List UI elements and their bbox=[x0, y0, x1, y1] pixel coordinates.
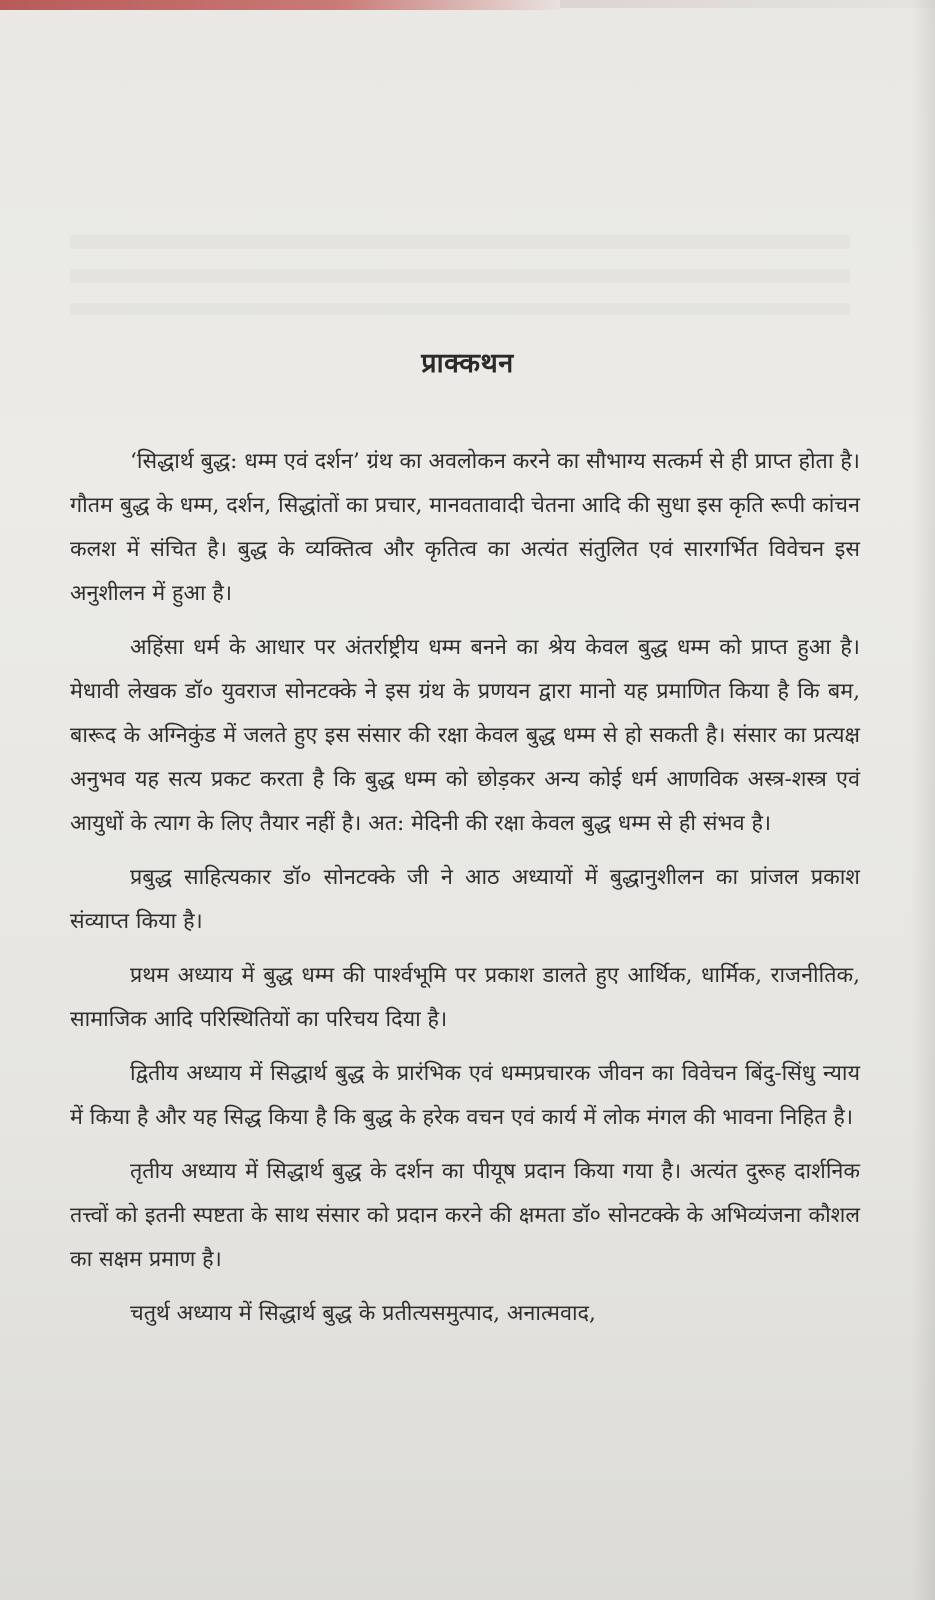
body-text bbox=[70, 440, 860, 1346]
paragraph-2: अहिंसा धर्म के आधार पर अंतर्राष्ट्रीय धम्म बनने का श्रेय केवल बुद्ध धम्म को प्राप्त हुआ है। मेधावी लेखक डॉ० युवराज सोनटक्के ने इस ग्रंथ के प्रणयन द्वारा मानो यह प्रमाणित किया है कि बम, बारूद के अग्निकुंड में जलते हुए इस संसार की रक्षा केवल बुद्ध धम्म से हो सकती है। संसार का प्रत्यक्ष अनुभव यह सत्य प्रकट करता है कि बुद्ध धम्म को छोड़कर अन्य कोई धर्म आणविक अस्त्र-शस्त्र एवं आयुधों के त्याग के लिए तैयार नहीं है। अत: मेदिनी की रक्षा केवल बुद्ध धम्म से ही संभव है। bbox=[70, 635, 860, 836]
paragraph-7: चतुर्थ अध्याय में सिद्धार्थ बुद्ध के प्रतीत्यसमुत्पाद, अनात्मवाद, bbox=[130, 1301, 596, 1326]
page-top-edge bbox=[0, 0, 560, 10]
page-title: प्राक्कथन bbox=[421, 348, 514, 379]
page-edge-shadow bbox=[911, 0, 935, 1600]
paragraph-4: प्रथम अध्याय में बुद्ध धम्म की पार्श्वभूमि पर प्रकाश डालते हुए आर्थिक, धार्मिक, राजनीतिक, सामाजिक आदि परिस्थितियों का परिचय दिया है। bbox=[70, 963, 860, 1032]
paragraph-6: तृतीय अध्याय में सिद्धार्थ बुद्ध के दर्शन का पीयूष प्रदान किया गया है। अत्यंत दुरूह दार्शनिक तत्त्वों को इतनी स्पष्टता के साथ संसार को प्रदान करने की क्षमता डॉ० सोनटक्के के अभिव्यंजना कौशल का सक्षम प्रमाण है। bbox=[70, 1159, 860, 1272]
paragraph-3: प्रबुद्ध साहित्यकार डॉ० सोनटक्के जी ने आठ अध्यायों में बुद्धानुशीलन का प्रांजल प्रकाश संव्याप्त किया है। bbox=[70, 865, 860, 934]
show-through-text bbox=[70, 235, 850, 315]
page-top-edge-right bbox=[560, 0, 935, 8]
paragraph-1: ‘सिद्धार्थ बुद्ध: धम्म एवं दर्शन’ ग्रंथ का अवलोकन करने का सौभाग्य सत्कर्म से ही प्राप्त होता है। गौतम बुद्ध के धम्म, दर्शन, सिद्धांतों का प्रचार, मानवतावादी चेतना आदि की सुधा इस कृति रूपी कांचन कलश में संचित है। बुद्ध के व्यक्तित्व और कृतित्व का अत्यंत संतुलित एवं सारगर्भित विवेचन इस अनुशीलन में हुआ है। bbox=[70, 449, 860, 606]
paragraph-5: द्वितीय अध्याय में सिद्धार्थ बुद्ध के प्रारंभिक एवं धम्मप्रचारक जीवन का विवेचन बिंदु-सिंधु न्याय में किया है और यह सिद्ध किया है कि बुद्ध के हरेक वचन एवं कार्य में लोक मंगल की भावना निहित है। bbox=[70, 1061, 860, 1130]
